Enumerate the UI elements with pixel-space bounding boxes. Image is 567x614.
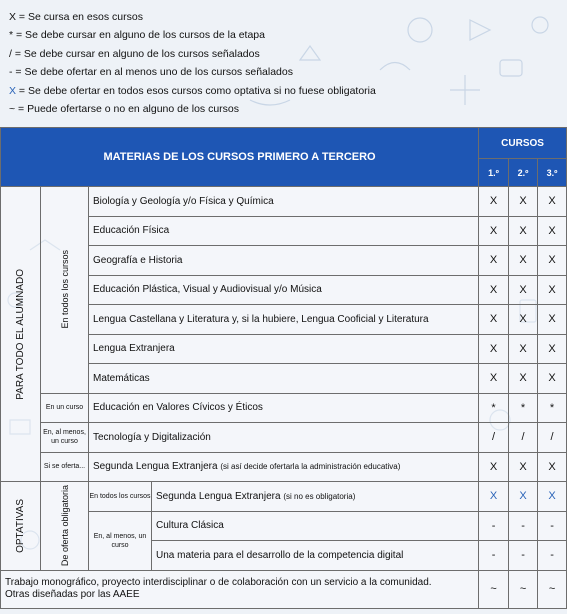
sub-todos-cell <box>41 187 89 394</box>
mark-cell: X <box>509 216 538 246</box>
sub-de-oferta-label: De oferta obligatoria <box>59 485 70 567</box>
subject-cell: Tecnología y Digitalización <box>89 423 479 453</box>
group-all-label-cell <box>1 187 41 482</box>
subject-cell: Lengua Castellana y Literatura y, si la hubiere, Lengua Cooficial y Literatura <box>89 305 479 335</box>
subject-cell: Educación Plástica, Visual y Audiovisual y/o Música <box>89 275 479 305</box>
mark-cell: ~ <box>509 570 538 608</box>
mark-cell: X <box>479 452 509 482</box>
mark-cell: * <box>509 393 538 423</box>
legend-symbol: X <box>9 11 17 23</box>
mark-cell: X <box>509 334 538 364</box>
group-optativas-cell <box>1 482 41 571</box>
sub-un-curso-label: En un curso <box>41 393 89 423</box>
subject-cell <box>152 482 479 512</box>
mark-cell: X <box>479 216 509 246</box>
mark-cell: X <box>509 364 538 394</box>
mark-cell: X <box>538 216 567 246</box>
subject-cell: Educación Física <box>89 216 479 246</box>
mark-cell: / <box>538 423 567 453</box>
mark-cell: X <box>538 334 567 364</box>
mark-cell: - <box>538 541 567 571</box>
mark-cell: X <box>509 452 538 482</box>
mark-cell: X <box>538 452 567 482</box>
legend <box>9 8 376 118</box>
year-header-1: 1.º <box>479 159 509 187</box>
mark-cell: X <box>479 364 509 394</box>
legend-item <box>9 100 376 118</box>
mark-cell: X <box>509 275 538 305</box>
mark-cell: X <box>479 246 509 276</box>
sub-si-se-label: Si se oferta... <box>41 452 89 482</box>
legend-symbol: ~ <box>9 103 16 116</box>
sub-todos-label: En todos los cursos <box>59 250 70 330</box>
subjects-table <box>0 127 567 609</box>
group-all-label: PARA TODO EL ALUMNADO <box>15 268 26 400</box>
sub-de-oferta-cell <box>41 482 89 571</box>
mark-cell: X <box>479 305 509 335</box>
mark-cell: - <box>509 541 538 571</box>
subject-cell: Una materia para el desarrollo de la competencia digital <box>152 541 479 571</box>
mark-cell: X <box>538 275 567 305</box>
mark-cell: X <box>509 246 538 276</box>
subject-cell: Matemáticas <box>89 364 479 394</box>
mark-cell: * <box>479 393 509 423</box>
mark-cell: ~ <box>538 570 567 608</box>
subject-cell: Geografía e Historia <box>89 246 479 276</box>
mark-cell: X <box>479 482 509 512</box>
mark-cell: X <box>479 275 509 305</box>
legend-text: = Se debe ofertar en al menos uno de los cursos señalados <box>12 66 293 79</box>
subject-cell: Educación en Valores Cívicos y Éticos <box>89 393 479 423</box>
mark-cell: X <box>538 305 567 335</box>
mark-cell: X <box>479 334 509 364</box>
table-title: MATERIAS DE LOS CURSOS PRIMERO A TERCERO <box>1 128 479 187</box>
mark-cell: X <box>509 305 538 335</box>
mark-cell: X <box>538 187 567 217</box>
year-header-2: 2.º <box>509 159 538 187</box>
subject-note: (si así decide ofertarla la administración educativa) <box>220 462 401 472</box>
mark-cell: - <box>479 541 509 571</box>
mark-cell: - <box>479 511 509 541</box>
legend-item <box>9 26 376 44</box>
legend-item <box>9 45 376 63</box>
legend-symbol: - <box>9 66 13 79</box>
mark-cell: - <box>509 511 538 541</box>
subject-cell <box>89 452 479 482</box>
legend-text: = Se debe ofertar en todos esos cursos como optativa si no fuese obligatoria <box>16 84 376 97</box>
cursos-header: CURSOS <box>479 128 567 159</box>
footer-cell <box>1 570 479 608</box>
mark-cell: X <box>509 482 538 512</box>
opt-todos-label: En todos los cursos <box>89 482 152 512</box>
legend-symbol: X <box>9 84 17 97</box>
subject-cell: Biología y Geología y/o Física y Química <box>89 187 479 217</box>
mark-cell: ~ <box>479 570 509 608</box>
subject-cell: Lengua Extranjera <box>89 334 479 364</box>
sub-al-menos-label: En, al menos, un curso <box>41 423 89 453</box>
year-header-3: 3.º <box>538 159 567 187</box>
legend-item <box>9 63 376 81</box>
mark-cell: * <box>538 393 567 423</box>
mark-cell: X <box>538 482 567 512</box>
mark-cell: - <box>538 511 567 541</box>
legend-text: = Se cursa en esos cursos <box>16 11 143 23</box>
mark-cell: / <box>479 423 509 453</box>
subject-name: Segunda Lengua Extranjera <box>156 490 281 502</box>
footer-line-2: Otras diseñadas por las AAEE <box>5 589 140 600</box>
group-optativas-label: OPTATIVAS <box>15 498 26 553</box>
subject-name: Segunda Lengua Extranjera <box>93 461 218 473</box>
mark-cell: X <box>479 187 509 217</box>
legend-item <box>9 82 376 100</box>
legend-text: = Se debe cursar en alguno de los cursos señalados <box>11 47 260 60</box>
mark-cell: X <box>538 364 567 394</box>
legend-symbol: * <box>9 29 14 42</box>
footer-line-1: Trabajo monográfico, proyecto interdisciplinar o de colaboración con un servicio a la comunidad. <box>5 577 432 588</box>
legend-item <box>9 8 376 26</box>
subject-cell: Cultura Clásica <box>152 511 479 541</box>
mark-cell: / <box>509 423 538 453</box>
opt-al-menos-label: En, al menos, un curso <box>89 511 152 570</box>
mark-cell: X <box>538 246 567 276</box>
mark-cell: X <box>509 187 538 217</box>
legend-text: = Puede ofertarse o no en alguno de los cursos <box>15 103 239 116</box>
legend-symbol: / <box>9 47 12 60</box>
subject-note: (si no es obligatoria) <box>283 491 356 501</box>
legend-text: = Se debe cursar en alguno de los cursos de la etapa <box>13 29 265 42</box>
